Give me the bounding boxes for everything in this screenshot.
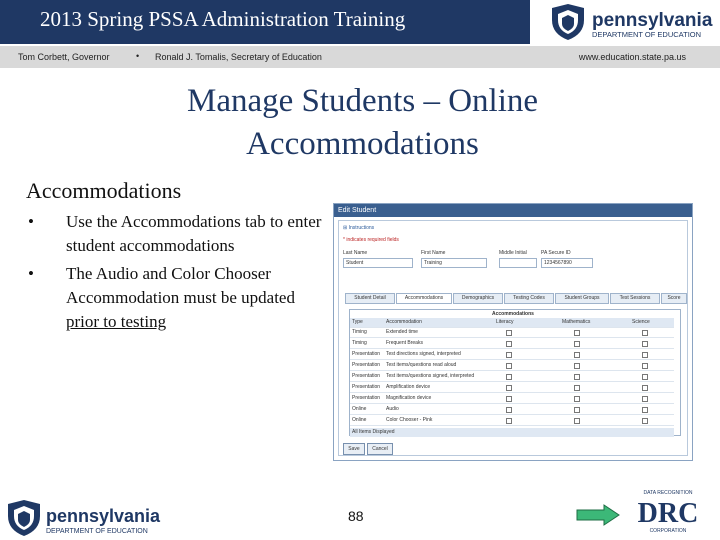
- svg-text:CORPORATION: CORPORATION: [649, 528, 687, 534]
- pennsylvania-footer-logo: [6, 498, 166, 538]
- credit-separator: •: [136, 51, 140, 61]
- accommodation-type: Timing: [352, 340, 367, 346]
- last-name-field[interactable]: Student: [343, 258, 413, 268]
- table-row: [350, 405, 674, 415]
- table-row: [350, 394, 674, 404]
- pennsylvania-logo: [548, 2, 716, 42]
- mathematics-checkbox[interactable]: [574, 352, 580, 358]
- tab-student-detail[interactable]: Student Detail: [345, 293, 395, 304]
- page-number: 88: [348, 508, 364, 524]
- last-name-label: Last Name: [343, 250, 368, 256]
- literacy-checkbox[interactable]: [506, 330, 512, 336]
- credits-bar: [0, 46, 720, 68]
- table-row: [350, 416, 674, 426]
- slide-title: [0, 80, 720, 166]
- mathematics-checkbox[interactable]: [574, 363, 580, 369]
- tab-score[interactable]: Score: [661, 293, 687, 304]
- student-tabs: [345, 293, 687, 303]
- science-checkbox[interactable]: [642, 330, 648, 336]
- column-header: Literacy: [496, 319, 514, 325]
- accommodation-type: Presentation: [352, 373, 381, 379]
- drc-logo: [628, 488, 708, 534]
- mathematics-checkbox[interactable]: [574, 385, 580, 391]
- science-checkbox[interactable]: [642, 418, 648, 424]
- column-header: Accommodation: [386, 319, 422, 325]
- bullet-text: The Audio and Color Chooser Accommodation must be updated: [66, 264, 295, 307]
- accommodation-name: Amplification device: [386, 384, 431, 390]
- bullet-emphasis: prior to testing: [66, 312, 167, 331]
- literacy-checkbox[interactable]: [506, 341, 512, 347]
- table-row: [350, 328, 674, 338]
- literacy-checkbox[interactable]: [506, 396, 512, 402]
- mathematics-checkbox[interactable]: [574, 330, 580, 336]
- mathematics-checkbox[interactable]: [574, 418, 580, 424]
- accommodation-name: Extended time: [386, 329, 418, 335]
- literacy-checkbox[interactable]: [506, 352, 512, 358]
- slide-title-line1: Manage Students – Online: [186, 83, 539, 119]
- bullet-dot: •: [28, 212, 34, 231]
- svg-text:DEPARTMENT OF EDUCATION: DEPARTMENT OF EDUCATION: [592, 30, 702, 39]
- instructions-link[interactable]: ⊞ Instructions: [343, 225, 375, 231]
- svg-text:DEPARTMENT OF EDUCATION: DEPARTMENT OF EDUCATION: [46, 528, 148, 535]
- accommodation-type: Presentation: [352, 362, 381, 368]
- science-checkbox[interactable]: [642, 374, 648, 380]
- tab-accommodations[interactable]: Accommodations: [396, 293, 452, 304]
- edit-student-screenshot: [333, 203, 693, 461]
- required-note: * indicates required fields: [343, 237, 399, 243]
- bullet-item: [28, 262, 328, 334]
- secure-id-label: PA Secure ID: [541, 250, 571, 256]
- literacy-checkbox[interactable]: [506, 418, 512, 424]
- accommodation-name: Frequent Breaks: [386, 340, 423, 346]
- science-checkbox[interactable]: [642, 407, 648, 413]
- next-arrow-icon[interactable]: [576, 504, 620, 526]
- accommodation-name: Audio: [386, 406, 399, 412]
- science-checkbox[interactable]: [642, 385, 648, 391]
- column-header: Mathematics: [562, 319, 591, 325]
- grid-status-row: [350, 428, 674, 437]
- mathematics-checkbox[interactable]: [574, 341, 580, 347]
- mathematics-checkbox[interactable]: [574, 407, 580, 413]
- bullet-item: [28, 210, 328, 258]
- accommodation-name: Test items/questions read aloud: [386, 362, 457, 368]
- first-name-field[interactable]: Training: [421, 258, 487, 268]
- science-checkbox[interactable]: [642, 363, 648, 369]
- edit-student-panel: [338, 220, 688, 456]
- mathematics-checkbox[interactable]: [574, 374, 580, 380]
- bullet-text: Use the Accommodations tab to enter student accommodations: [66, 212, 322, 255]
- literacy-checkbox[interactable]: [506, 363, 512, 369]
- accommodation-type: Presentation: [352, 351, 381, 357]
- svg-text:DATA RECOGNITION: DATA RECOGNITION: [643, 490, 693, 496]
- mathematics-checkbox[interactable]: [574, 396, 580, 402]
- tab-testing-codes[interactable]: Testing Codes: [504, 293, 554, 304]
- science-checkbox[interactable]: [642, 341, 648, 347]
- section-heading: Accommodations: [26, 178, 182, 203]
- accommodation-type: Presentation: [352, 384, 381, 390]
- save-button[interactable]: Save: [343, 443, 365, 455]
- website-link[interactable]: www.education.state.pa.us: [578, 52, 686, 62]
- secure-id-field[interactable]: 1234567890: [541, 258, 593, 268]
- tab-demographics[interactable]: Demographics: [453, 293, 503, 304]
- literacy-checkbox[interactable]: [506, 407, 512, 413]
- cancel-button[interactable]: Cancel: [367, 443, 393, 455]
- table-row: [350, 372, 674, 382]
- table-row: [350, 361, 674, 371]
- governor-credit: Tom Corbett, Governor: [18, 52, 110, 62]
- bullet-list: [28, 210, 328, 338]
- tab-test-sessions[interactable]: Test Sessions: [610, 293, 660, 304]
- accommodation-type: Timing: [352, 329, 367, 335]
- table-row: [350, 383, 674, 393]
- grid-title: Accommodations: [492, 311, 534, 317]
- svg-text:pennsylvania: pennsylvania: [46, 506, 161, 526]
- title-banner: [0, 0, 530, 44]
- literacy-checkbox[interactable]: [506, 374, 512, 380]
- grid-header-row: [350, 318, 674, 328]
- svg-text:DRC: DRC: [637, 498, 699, 529]
- accommodation-type: Presentation: [352, 395, 381, 401]
- column-header: Science: [632, 319, 650, 325]
- secretary-credit: Ronald J. Tomalis, Secretary of Education: [155, 52, 322, 62]
- banner-title: 2013 Spring PSSA Administration Training: [40, 7, 406, 31]
- edit-student-header: Edit Student: [334, 204, 692, 217]
- accommodation-type: Online: [352, 406, 367, 412]
- accommodation-name: Magnification device: [386, 395, 432, 401]
- accommodation-name: Test directions signed, interpreted: [386, 351, 461, 357]
- middle-initial-field[interactable]: [499, 258, 537, 268]
- accommodations-grid: [349, 309, 681, 436]
- header: [0, 0, 720, 46]
- table-row: [350, 350, 674, 360]
- middle-initial-label: Middle Initial: [499, 250, 527, 256]
- literacy-checkbox[interactable]: [506, 385, 512, 391]
- accommodation-name: Test items/questions signed, interpreted: [386, 373, 475, 379]
- science-checkbox[interactable]: [642, 352, 648, 358]
- bullet-dot: •: [28, 264, 34, 283]
- column-header: Type: [352, 319, 363, 325]
- accommodation-name: Color Chooser - Pink: [386, 417, 433, 423]
- accommodation-type: Online: [352, 417, 367, 423]
- first-name-label: First Name: [421, 250, 446, 256]
- slide-title-line2: Accommodations: [246, 126, 479, 162]
- grid-status: All Items Displayed: [352, 429, 395, 435]
- tab-student-groups[interactable]: Student Groups: [555, 293, 609, 304]
- table-row: [350, 339, 674, 349]
- svg-text:pennsylvania: pennsylvania: [592, 10, 713, 31]
- science-checkbox[interactable]: [642, 396, 648, 402]
